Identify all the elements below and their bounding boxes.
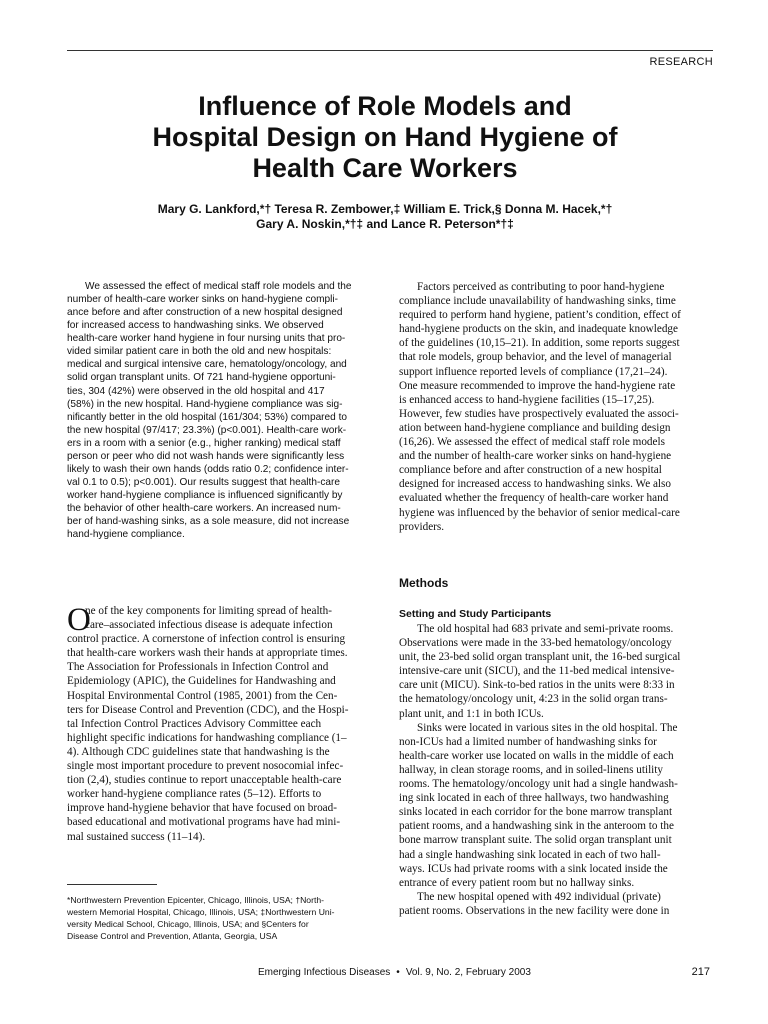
methods-line: rooms. The hematology/oncology unit had a single handwash-: [399, 778, 678, 791]
right-intro-line: and the number of health-care worker sinks on hand-hygiene: [399, 450, 672, 463]
right-intro-line: support influence reported levels of compliance (17,21–24).: [399, 365, 668, 378]
right-intro-line: (16,26). We assessed the effect of medical staff role models: [399, 436, 665, 449]
intro-line: tal Infection Control Practices Advisory Committee each: [67, 717, 322, 730]
intro-line: control practice. A cornerstone of infection control is ensuring: [67, 633, 346, 646]
methods-line: hallway, in clean storage rooms, and in soiled-linens utility: [399, 763, 663, 776]
title-line: Health Care Workers: [252, 153, 518, 183]
abstract-line: the new hospital (97/417; 23.3%) (p<0.001). Health-care work-: [67, 424, 347, 436]
abstract-line: likely to wash their own hands (odds ratio 0.2; confidence inter-: [67, 463, 349, 475]
abstract-line: hand-hygiene compliance.: [67, 529, 185, 541]
methods-line: Sinks were located in various sites in the old hospital. The: [417, 721, 678, 734]
footer-bullet: •: [396, 967, 400, 978]
methods-line: had a single handwashing sink located in each of two hall-: [399, 848, 661, 861]
introduction: [67, 604, 381, 844]
abstract-line: health-care worker hand hygiene in four nursing units that pro-: [67, 333, 346, 345]
drop-cap: O: [67, 602, 91, 638]
right-intro-text: [399, 280, 713, 534]
intro-line: that health-care workers wash their hands at appropriate times.: [67, 647, 348, 660]
abstract-line: ers in a room with a senior (e.g., higher ranking) medical staff: [67, 437, 341, 449]
methods-line: bone marrow transplant suite. The solid organ transplant unit: [399, 834, 672, 847]
author-line: Gary A. Noskin,*†‡ and Lance R. Peterson*†‡: [256, 217, 514, 231]
right-intro-line: compliance before and after construction of a new hospital: [399, 464, 662, 477]
right-intro-line: hand-hygiene products on the skin, and inadequate knowledge: [399, 323, 678, 336]
abstract-line: vided similar patient care in both the old and new hospitals:: [67, 346, 332, 358]
methods-line: health-care worker use located on walls in the middle of each: [399, 749, 674, 762]
journal-name: Emerging Infectious Diseases: [258, 967, 391, 978]
title-line: Influence of Role Models and: [198, 91, 572, 121]
right-intro-line: However, few studies have prospectively evaluated the associ-: [399, 407, 679, 420]
methods-line: non-ICUs had a limited number of handwashing sinks for: [399, 735, 657, 748]
footnote-line: versity Medical School, Chicago, Illinois, USA; and §Centers for: [67, 919, 309, 930]
methods-line: The old hospital had 683 private and semi-private rooms.: [417, 623, 674, 635]
journal-footer: [258, 967, 531, 978]
right-intro-line: that role models, group behavior, and the level of managerial: [399, 351, 672, 364]
abstract-line: person or peer who did not wash hands were significantly less: [67, 450, 345, 462]
abstract-line: (58%) in the new hospital. Hand-hygiene compliance was sig-: [67, 398, 343, 410]
abstract: [67, 280, 381, 541]
abstract-line: the behavior of other health-care workers. An increased num-: [67, 503, 341, 515]
intro-line: highlight specific indications for handwashing compliance (1–: [67, 731, 347, 744]
right-intro-line: of the guidelines (10,15–21). In addition, some reports suggest: [399, 337, 680, 350]
intro-line: Hospital Environmental Control (1985, 2001) from the Cen-: [67, 689, 338, 702]
methods-line: The new hospital opened with 492 individual (private): [417, 890, 661, 903]
abstract-line: We assessed the effect of medical staff role models and the: [85, 281, 352, 292]
abstract-line: medical and surgical intensive care, hematology/oncology, and: [67, 359, 347, 371]
methods-line: patient rooms. Observations in the new facility were done in: [399, 904, 670, 917]
intro-line: ne of the key components for limiting spread of health-: [85, 605, 332, 617]
methods-line: Observations were made in the 33-bed hematology/oncology: [399, 637, 672, 650]
journal-issue: Vol. 9, No. 2, February 2003: [405, 967, 531, 978]
abstract-line: number of health-care worker sinks on hand-hygiene compli-: [67, 294, 338, 306]
article-title: [60, 91, 710, 184]
right-intro-line: evaluated whether the frequency of health-care worker hand: [399, 492, 669, 505]
intro-line: Epidemiology (APIC), the Guidelines for Handwashing and: [67, 675, 336, 688]
intro-line: based educational and motivational programs have had mini-: [67, 816, 341, 829]
intro-line: tion (2,4), studies continue to report unacceptable health-care: [67, 774, 342, 787]
author-line: Mary G. Lankford,*† Teresa R. Zembower,‡ William E. Trick,§ Donna M. Hacek,*†: [157, 202, 613, 216]
footnote-line: *Northwestern Prevention Epicenter, Chicago, Illinois, USA; †North-: [67, 895, 324, 905]
footnote-rule: [67, 884, 157, 885]
footnote-line: western Memorial Hospital, Chicago, Illinois, USA; ‡Northwestern Uni-: [67, 907, 335, 918]
intro-line: The Association for Professionals in Infection Control and: [67, 661, 329, 674]
abstract-line: for increased access to handwashing sinks. We observed: [67, 320, 324, 332]
setting-subheading: Setting and Study Participants: [399, 608, 552, 620]
right-intro-line: compliance include unavailability of handwashing sinks, time: [399, 295, 676, 308]
right-intro-line: required to perform hand hygiene, patient’s condition, effect of: [399, 309, 681, 322]
methods-line: ways. ICUs had private rooms with a sink located inside the: [399, 862, 668, 875]
methods-line: care unit (MICU). Sink-to-bed ratios in the units were 8:33 in: [399, 679, 675, 692]
methods-line: unit, the 23-bed solid organ transplant unit, the 16-bed surgical: [399, 651, 681, 664]
author-list: [60, 202, 710, 232]
methods-line: entrance of every patient room but no hallway sinks.: [399, 876, 635, 889]
right-intro-line: providers.: [399, 520, 445, 533]
methods-line: ing sink located in each of three hallways, two handwashing: [399, 792, 669, 805]
abstract-line: ber of hand-washing sinks, as a sole measure, did not increase: [67, 516, 350, 528]
methods-line: plant unit, and 1:1 in both ICUs.: [399, 707, 544, 720]
intro-line: improve hand-hygiene behavior that have focused on broad-: [67, 802, 337, 815]
intro-line: care–associated infectious disease is adequate infection: [85, 619, 333, 632]
right-intro-line: designed for increased access to handwashing sinks. We also: [399, 478, 671, 491]
footnote-line: Disease Control and Prevention, Atlanta, Georgia, USA: [67, 931, 278, 942]
methods-line: patient rooms, and a handwashing sink in the anteroom to the: [399, 820, 674, 833]
methods-line: intensive-care unit (SICU), and the 11-bed medical intensive-: [399, 665, 675, 678]
methods-line: sinks located in each corridor for the bone marrow transplant: [399, 806, 673, 819]
methods-text: [399, 622, 713, 918]
top-rule: [67, 50, 713, 51]
right-intro-line: is enhanced access to hand-hygiene facilities (15–17,25).: [399, 393, 655, 406]
affiliations-footnote: [67, 894, 383, 942]
intro-line: 4). Although CDC guidelines state that handwashing is the: [67, 745, 330, 758]
title-line: Hospital Design on Hand Hygiene of: [152, 122, 618, 152]
right-column-intro: [399, 280, 713, 534]
intro-line: worker hand-hygiene compliance rates (5–12). Efforts to: [67, 788, 322, 801]
intro-line: ters for Disease Control and Prevention (CDC), and the Hospi-: [67, 703, 349, 716]
methods-heading: Methods: [399, 576, 449, 590]
abstract-line: val 0.1 to 0.5); p<0.001). Our results suggest that health-care: [67, 476, 340, 488]
abstract-line: worker hand-hygiene compliance is influenced significantly by: [67, 490, 343, 501]
methods-line: the hematology/oncology unit, 4:23 in the solid organ trans-: [399, 693, 668, 706]
right-intro-line: ation between hand-hygiene compliance and building design: [399, 421, 671, 434]
intro-line: single most important procedure to prevent nosocomial infec-: [67, 760, 344, 773]
right-intro-line: One measure recommended to improve the hand-hygiene rate: [399, 379, 676, 392]
page-number: 217: [691, 966, 710, 978]
abstract-line: ties, 304 (42%) were observed in the old hospital and 417: [67, 385, 325, 397]
section-label: RESEARCH: [649, 56, 713, 68]
abstract-line: solid organ transplant units. Of 721 hand-hygiene opportuni-: [67, 372, 336, 384]
abstract-line: ance before and after construction of a new hospital designed: [67, 307, 343, 319]
right-intro-line: hygiene was influenced by the behavior of senior medical-care: [399, 506, 680, 519]
right-intro-line: Factors perceived as contributing to poor hand-hygiene: [417, 281, 665, 293]
abstract-line: nificantly better in the old hospital (161/304; 53%) compared to: [67, 411, 347, 423]
intro-line: mal sustained success (11–14).: [67, 830, 206, 843]
